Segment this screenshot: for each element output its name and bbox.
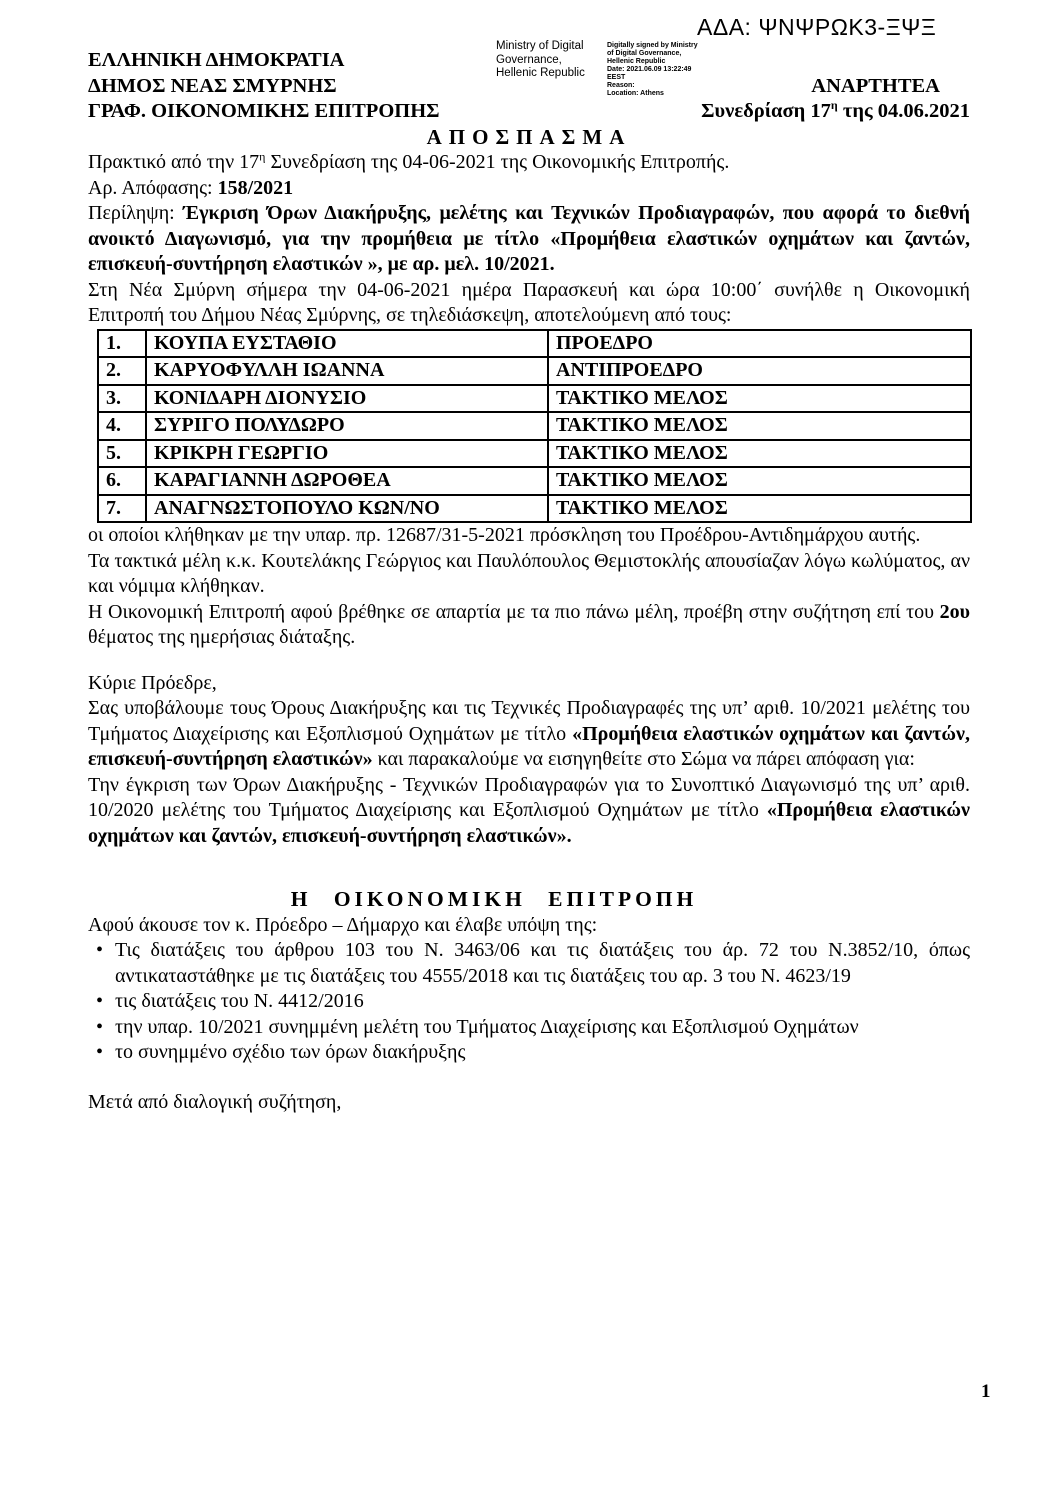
list-item: • τις διατάξεις του Ν. 4412/2016 [88, 989, 970, 1015]
member-name: ΚΑΡΥΟΦΥΛΛΗ ΙΩΑΝΝΑ [146, 357, 548, 385]
member-name: ΚΡΙΚΡΗ ΓΕΩΡΓΙΟ [146, 440, 548, 468]
member-name: ΚΑΡΑΓΙΑΝΝΗ ΔΩΡΟΘΕΑ [146, 467, 548, 495]
member-number: 6. [98, 467, 146, 495]
summary-paragraph: Περίληψη: Έγκριση Όρων Διακήρυξης, μελέτης και Τεχνικών Προδιαγραφών, που αφορά το διεθνή ανοικτό Διαγωνισμό, για την προμήθεια με τίτλο «Προμήθεια ελαστικών οχημάτων και ζαντών, επισκευή-συντήρηση ελαστικών », με αρ. μελ. 10/2021. [88, 202, 970, 275]
decision-number: 158/2021 [217, 176, 294, 199]
summary-bold-text: Έγκριση Όρων Διακήρυξης, μελέτης και Τεχνικών Προδιαγραφών, που αφορά το διεθνή ανοικτό Διαγωνισμό, για την προμήθεια με τίτλο «Προμήθεια ελαστικών οχημάτων και ζαντών, επισκευή-συντήρηση ελαστικών », με αρ. μελ. 10/2021. [88, 202, 970, 275]
signature-detail-line: Digitally signed by Ministry [607, 42, 698, 49]
org-line-office: ΓΡΑΦ. ΟΙΚΟΝΟΜΙΚΗΣ ΕΠΙΤΡΟΠΗΣ [88, 100, 440, 122]
signature-detail-line: Reason: [607, 82, 635, 89]
member-role: ΠΡΟΕΔΡΟ [548, 330, 971, 358]
absent-paragraph: Τα τακτικά μέλη κ.κ. Κουτελάκης Γεώργιος και Παυλόπουλος Θεμιστοκλής απουσίαζαν λόγω κωλύματος, αν και νόμιμα κλήθηκαν. [88, 549, 970, 597]
table-row [98, 330, 971, 358]
list-item: • την υπαρ. 10/2021 συνημμένη μελέτη του Τμήματος Διαχείρισης και Εξοπλισμού Οχημάτων [88, 1015, 970, 1041]
letterhead-org [88, 48, 440, 125]
member-number: 3. [98, 385, 146, 413]
table-row [98, 495, 971, 523]
table-row [98, 385, 971, 413]
letterhead-meta [701, 74, 970, 125]
member-role: ΤΑΚΤΙΚΟ ΜΕΛΟΣ [548, 495, 971, 523]
salutation-line: Κύριε Πρόεδρε, [88, 671, 217, 694]
member-number: 4. [98, 412, 146, 440]
member-role: ΤΑΚΤΙΚΟ ΜΕΛΟΣ [548, 385, 971, 413]
legal-references-list [88, 938, 970, 1066]
agenda-item-number: 2ου [939, 600, 970, 623]
session-line: Συνεδρίαση $17^\eta$ της 04.06.2021 [701, 98, 970, 122]
table-row [98, 357, 971, 385]
member-role: ΑΝΤΙΠΡΟΕΔΡΟ [548, 357, 971, 385]
praktiko-line: Πρακτικό από την $17^\eta$ Συνεδρίαση της 04-06-2021 της Οικονομικής Επιτροπής. [88, 149, 730, 173]
member-name: ΣΥΡΙΓΟ ΠΟΛΥΔΩΡΟ [146, 412, 548, 440]
member-role: ΤΑΚΤΙΚΟ ΜΕΛΟΣ [548, 440, 971, 468]
org-line-republic: ΕΛΛΗΝΙΚΗ ΔΗΜΟΚΡΑΤΙΑ [88, 49, 345, 71]
approval-paragraph: Την έγκριση των Όρων Διακήρυξης - Τεχνικών Προδιαγραφών για το Συνοπτικό Διαγωνισμό της υπ’ αριθ. 10/2020 μελέτης του Τμήματος Διαχείρισης και Εξοπλισμού Οχημάτων με τίτλο «Προμήθεια ελαστικών οχημάτων και ζαντών, επισκευή-συντήρηση ελαστικών». [88, 773, 970, 847]
quorum-paragraph: Η Οικονομική Επιτροπή αφού βρέθηκε σε απαρτία με τα πιο πάνω μέλη, προέβη στην συζήτηση επί του 2ου θέματος της ημερήσιας διάταξης. [88, 600, 970, 648]
anartitea-label: ΑΝΑΡΤΗΤΕΑ [811, 74, 940, 97]
table-row [98, 440, 971, 468]
procurement-title-bold: «Προμήθεια ελαστικών οχημάτων και ζαντών, επισκευή-συντήρηση ελαστικών». [88, 799, 970, 847]
signature-ministry-line: Ministry of Digital [496, 40, 584, 52]
signature-detail-line: EEST [607, 74, 626, 81]
session-superscript: η [830, 98, 838, 113]
signature-ministry-line: Hellenic Republic [496, 67, 585, 79]
members-table [97, 329, 972, 524]
signature-detail-line: Date: 2021.06.09 13:22:49 [607, 66, 692, 73]
invited-paragraph: οι οποίοι κλήθηκαν με την υπαρ. πρ. 12687/31-5-2021 πρόσκληση του Προέδρου-Αντιδημάρχου αυτής. [88, 524, 921, 546]
member-name: ΑΝΑΓΝΩΣΤΟΠΟΥΛΟ ΚΩΝ/ΝΟ [146, 495, 548, 523]
page-number: 1 [981, 1381, 991, 1402]
table-row [98, 412, 971, 440]
submission-paragraph: Σας υποβάλουμε τους Όρους Διακήρυξης και τις Τεχνικές Προδιαγραφές της υπ’ αριθ. 10/2021 μελέτης του Τμήματος Διαχείρισης και Εξοπλισμού Οχημάτων με τίτλο «Προμήθεια ελαστικών οχημάτων και ζαντών, επισκευή-συντήρηση ελαστικών» και παρακαλούμε να εισηγηθείτε στο Σώμα να πάρει απόφαση για: [88, 697, 970, 770]
document-title: ΑΠΟΣΠΑΣΜΑ [426, 124, 632, 149]
member-number: 7. [98, 495, 146, 523]
procurement-title-bold: «Προμήθεια ελαστικών οχημάτων και ζαντών, επισκευή-συντήρηση ελαστικών» [88, 722, 970, 770]
member-name: ΚΟΥΠΑ ΕΥΣΤΑΘΙΟ [146, 330, 548, 358]
signature-ministry-line: Governance, [496, 53, 562, 66]
member-number: 5. [98, 440, 146, 468]
signature-detail-line: of Digital Governance, [607, 50, 682, 57]
ada-code: ΑΔΑ: ΨΝΨΡΩΚ3-ΞΨΞ [697, 14, 937, 40]
member-role: ΤΑΚΤΙΚΟ ΜΕΛΟΣ [548, 467, 971, 495]
signature-detail-line: Hellenic Republic [607, 58, 666, 65]
member-role: ΤΑΚΤΙΚΟ ΜΕΛΟΣ [548, 412, 971, 440]
signature-detail-line: Location: Athens [607, 90, 664, 97]
member-number: 1. [98, 330, 146, 358]
document-content [88, 0, 970, 1115]
committee-heading: Η ΟΙΚΟΝΟΜΙΚΗ ΕΠΙΤΡΟΠΗ [290, 887, 698, 911]
letterhead [88, 48, 970, 125]
list-item: • Τις διατάξεις του άρθρου 103 του Ν. 3463/06 και τις διατάξεις του άρ. 72 του Ν.3852/10, όπως αντικαταστάθηκε με τις διατάξεις του 4555/2018 και τις διατάξεις του αρ. 3 του Ν. 4623/19 [88, 938, 970, 989]
praktiko-superscript: η [259, 149, 266, 164]
org-line-municipality: ΔΗΜΟΣ ΝΕΑΣ ΣΜΥΡΝΗΣ [88, 74, 337, 97]
table-row [98, 467, 971, 495]
decision-number-line: Αρ. Απόφασης: 158/2021 [88, 176, 294, 199]
closing-line: Μετά από διαλογική συζήτηση, [88, 1090, 342, 1113]
meeting-paragraph: Στη Νέα Σμύρνη σήμερα την 04-06-2021 ημέρα Παρασκευή και ώρα 10:00΄ συνήλθε η Οικονομική Επιτροπή του Δήμου Νέας Σμύρνης, σε τηλεδιάσκεψη, αποτελούμενη από τους: [88, 278, 970, 326]
committee-lead-paragraph: Αφού άκουσε τον κ. Πρόεδρο – Δήμαρχο και έλαβε υπόψη της: [88, 913, 598, 936]
member-number: 2. [98, 357, 146, 385]
member-name: ΚΟΝΙΔΑΡΗ ΔΙΟΝΥΣΙΟ [146, 385, 548, 413]
list-item: • το συνημμένο σχέδιο των όρων διακήρυξης [88, 1040, 970, 1066]
